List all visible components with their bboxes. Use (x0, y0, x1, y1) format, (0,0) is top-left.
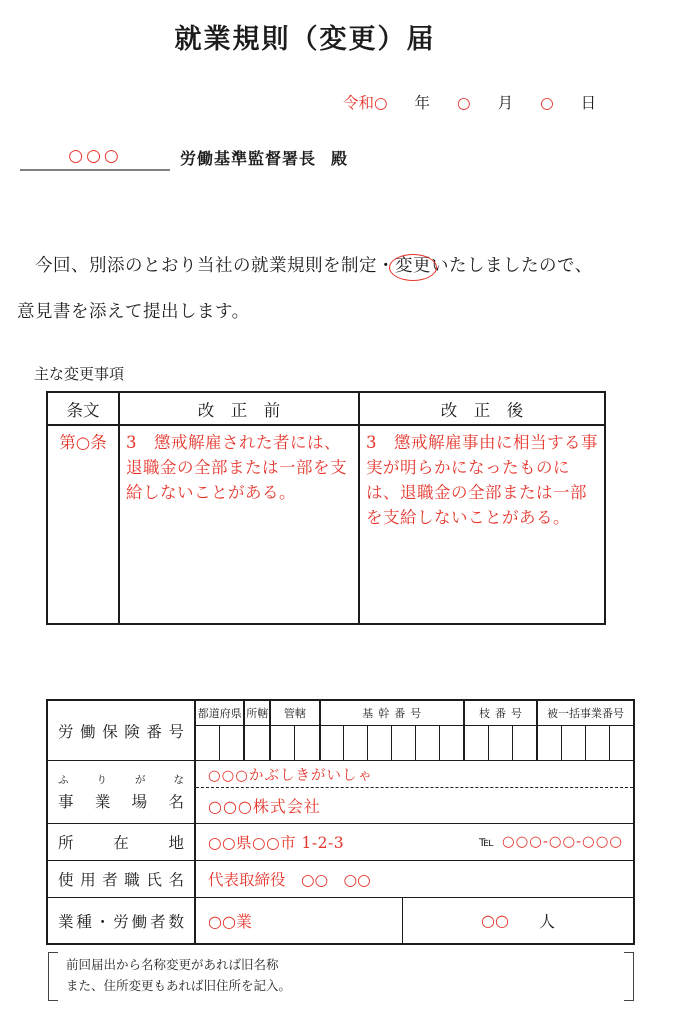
industry-workers-label (48, 898, 196, 943)
insurance-digit-box[interactable] (321, 726, 344, 760)
insurance-digit-boxes (321, 726, 463, 760)
insurance-number-row (48, 701, 633, 761)
note-right-bracket-icon (624, 952, 634, 1001)
address-label-text: 所在地 (58, 834, 184, 852)
insurance-number-label-text: 労働保険番号 (58, 722, 184, 741)
insurance-digit-box[interactable] (538, 726, 561, 760)
employer-value-field[interactable]: 代表取締役 ○○ ○○ (208, 871, 371, 889)
insurance-digit-box[interactable] (439, 726, 463, 760)
insurance-digit-box[interactable] (196, 726, 219, 760)
insurance-group-label: 枝番号 (465, 701, 536, 726)
insurance-digit-box[interactable] (219, 726, 243, 760)
tel-icon: ℡ (478, 834, 494, 850)
business-name-value-field[interactable]: ○○○株式会社 (208, 797, 321, 816)
business-name-row (48, 761, 633, 824)
address-values (196, 824, 633, 860)
insurance-digit-box[interactable] (465, 726, 488, 760)
insurance-digit-box[interactable] (367, 726, 391, 760)
insurance-number-grid (196, 701, 633, 760)
insurance-group (536, 701, 633, 760)
workers-suffix: 人 (538, 912, 555, 931)
changes-header-article: 条文 (48, 393, 120, 424)
footer-note-line-2: また、住所変更もあれば旧住所を記入。 (66, 977, 292, 993)
address-row (48, 824, 633, 861)
changes-section-label: 主な変更事項 (34, 365, 125, 383)
insurance-group-label: 所轄 (245, 701, 269, 726)
changes-cell-after[interactable]: 3 懲戒解雇事由に相当する事実が明らかになったものには、退職金の全部または一部を支給しないことがある。 (366, 433, 598, 528)
office-name-field[interactable]: ○○○ (20, 146, 170, 171)
furigana-value-field[interactable]: ○○○かぶしきがいしゃ (196, 761, 633, 788)
date-line (343, 91, 596, 113)
insurance-group (269, 701, 318, 760)
changes-table (46, 391, 606, 625)
insurance-group-label: 管轄 (271, 701, 318, 726)
insurance-digit-boxes (245, 726, 269, 760)
honorific-label: 殿 (331, 149, 348, 168)
footer-note-line-1: 前回届出から名称変更があれば旧名称 (66, 957, 279, 972)
circled-change-word: 変更 (395, 256, 431, 276)
date-day-suffix: 日 (580, 94, 597, 112)
industry-value-field[interactable]: ○○業 (196, 898, 403, 943)
date-year-suffix: 年 (414, 94, 431, 112)
tel-value-field[interactable]: ○○○-○○-○○○ (501, 834, 623, 850)
body-paragraph (17, 243, 665, 335)
address-value-field[interactable]: ○○県○○市 1-2-3 (208, 834, 345, 852)
workers-count-field[interactable]: ○○ (481, 911, 509, 930)
body-line-1-before: 今回、別添のとおり当社の就業規則を制定・ (17, 256, 395, 276)
changes-cell-before[interactable]: 3 懲戒解雇された者には、退職金の全部または一部を支給しないことがある。 (120, 426, 360, 623)
insurance-digit-box[interactable] (415, 726, 439, 760)
insurance-group (243, 701, 269, 760)
insurance-digit-box[interactable] (343, 726, 367, 760)
furigana-label: ふりがな (58, 774, 184, 786)
tel-group (479, 834, 633, 850)
insurance-digit-boxes (196, 726, 243, 760)
insurance-digit-box[interactable] (391, 726, 415, 760)
body-line-1 (17, 243, 665, 289)
insurance-digit-box[interactable] (512, 726, 536, 760)
insurance-digit-box[interactable] (609, 726, 633, 760)
insurance-digit-box[interactable] (271, 726, 294, 760)
changes-header-after: 改 正 後 (440, 400, 524, 420)
footer-note-text (58, 952, 624, 1001)
workers-count-cell (403, 898, 633, 943)
date-month-suffix: 月 (497, 94, 514, 112)
industry-workers-row (48, 898, 633, 943)
insurance-digit-boxes (271, 726, 318, 760)
footer-note (48, 952, 634, 1001)
insurance-group-label: 基幹番号 (321, 701, 463, 726)
date-day-value[interactable]: ○ (540, 94, 554, 112)
insurance-digit-boxes (465, 726, 536, 760)
insurance-group-label: 被一括事業番号 (538, 701, 633, 726)
changes-table-header-row (48, 393, 604, 426)
insurance-number-label (48, 701, 196, 760)
business-name-values (196, 761, 633, 823)
business-name-label-text: 事業場名 (58, 793, 184, 811)
body-line-2: 意見書を添えて提出します。 (17, 302, 250, 322)
changes-header-before: 改 正 前 (120, 393, 360, 424)
employer-label-text: 使用者職氏名 (58, 871, 184, 889)
changes-cell-article[interactable]: 第○条 (48, 426, 120, 623)
insurance-digit-boxes (538, 726, 633, 760)
body-line-1-after: いたしましたので、 (431, 256, 593, 276)
office-label: 労働基準監督署長 (180, 149, 317, 168)
insurance-group (463, 701, 536, 760)
insurance-digit-box[interactable] (561, 726, 585, 760)
address-label (48, 824, 196, 860)
insurance-digit-box[interactable] (488, 726, 512, 760)
insurance-group (196, 701, 243, 760)
employer-label (48, 861, 196, 897)
insurance-digit-box[interactable] (294, 726, 318, 760)
changes-table-row (48, 426, 604, 623)
business-name-label (48, 761, 196, 823)
addressee-line (20, 146, 347, 171)
insurance-group-label: 都道府県 (196, 701, 243, 726)
employer-row (48, 861, 633, 898)
insurance-number-area (196, 701, 633, 760)
insurance-group (319, 701, 463, 760)
insurance-digit-box[interactable] (245, 726, 269, 760)
industry-workers-label-text: 業種・労働者数 (58, 912, 184, 931)
insurance-digit-box[interactable] (585, 726, 609, 760)
date-month-value[interactable]: ○ (457, 94, 471, 112)
business-info-table (46, 699, 635, 945)
document-title: 就業規則（変更）届 (174, 24, 436, 55)
date-era-value[interactable]: 令和○ (343, 94, 388, 112)
note-left-bracket-icon (48, 952, 58, 1001)
